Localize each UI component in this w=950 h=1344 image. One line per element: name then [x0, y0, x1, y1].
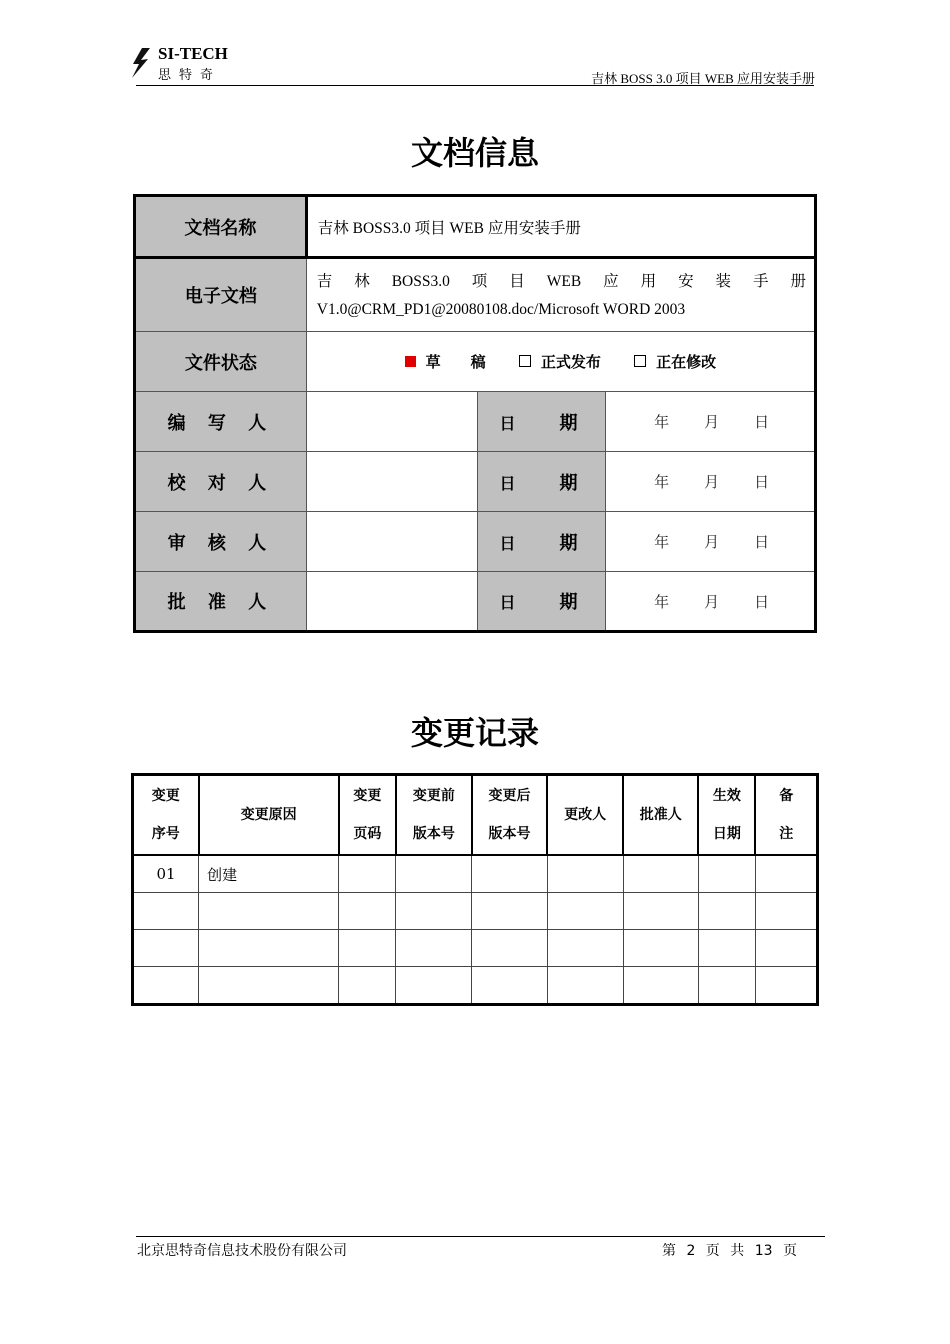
file-word: 册: [790, 272, 806, 290]
author-value: [306, 392, 477, 452]
status-modifying-option[interactable]: 正在修改: [634, 351, 716, 372]
file-value-line1: [317, 263, 806, 291]
header-text: 版本号: [488, 826, 531, 842]
footer-rule: [136, 1236, 825, 1237]
header-text: 日期: [712, 826, 741, 842]
proofreader-label: 校 对 人: [135, 452, 307, 512]
status-released-option[interactable]: 正式发布: [519, 351, 601, 372]
row-reviewer: [135, 512, 816, 572]
running-header: 吉林 BOSS 3.0 项目 WEB 应用安装手册: [591, 71, 815, 86]
table-row: [133, 930, 818, 967]
table-cell: [396, 855, 472, 893]
logo-mark-icon: [128, 48, 154, 78]
logo-text-en: SI-TECH: [158, 44, 228, 63]
logo-text-cn: 思特奇: [158, 68, 222, 83]
table-cell: [547, 893, 623, 930]
row-approver: [135, 572, 816, 632]
file-word: 用: [640, 272, 657, 290]
row-doc-name: [135, 196, 816, 258]
change-log-header-cell: [755, 775, 817, 856]
table-cell: [199, 967, 339, 1005]
header-text: 更改人: [564, 807, 607, 823]
header-text: 注: [779, 826, 794, 842]
author-date-value: 年 月 日: [606, 392, 816, 452]
table-cell: [755, 855, 817, 893]
change-log-header-cell: [339, 775, 396, 856]
table-cell: [755, 893, 817, 930]
table-cell: [698, 967, 755, 1005]
table-cell: [472, 967, 547, 1005]
header-text: 生效: [712, 788, 741, 804]
status-draft-option[interactable]: 草 稿: [405, 351, 486, 372]
table-cell: [133, 967, 199, 1005]
table-cell: [396, 930, 472, 967]
table-cell: [472, 855, 547, 893]
file-word: 目: [509, 272, 525, 290]
header-text: 变更后: [488, 788, 531, 804]
author-date-label: 日 期: [477, 392, 606, 452]
file-word: BOSS3.0: [391, 272, 450, 290]
header-text: 批准人: [639, 807, 682, 823]
row-proofreader: [135, 452, 816, 512]
table-cell: [339, 893, 396, 930]
row-file-status: [135, 332, 816, 392]
table-cell: [339, 855, 396, 893]
file-value: [306, 258, 815, 332]
approver-date-value: 年 月 日: [606, 572, 816, 632]
file-word: 吉: [316, 272, 333, 290]
header-text: 版本号: [412, 826, 455, 842]
status-options: [306, 332, 815, 392]
reviewer-date-value: 年 月 日: [606, 512, 816, 572]
reviewer-value: [306, 512, 477, 572]
table-cell: [698, 893, 755, 930]
header-text: 变更: [353, 788, 382, 804]
proofreader-value: [306, 452, 477, 512]
file-word: 应: [603, 272, 619, 290]
file-label: 电子文档: [135, 258, 307, 332]
file-word: 装: [715, 272, 732, 290]
row-electronic-file: [135, 258, 816, 332]
table-cell: [547, 930, 623, 967]
table-cell: [698, 930, 755, 967]
header-text: 序号: [151, 826, 180, 842]
table-cell: [547, 967, 623, 1005]
file-word: 安: [678, 272, 694, 290]
proofreader-date-label: 日 期: [477, 452, 606, 512]
reviewer-date-label: 日 期: [477, 512, 606, 572]
footer-company: 北京思特奇信息技术股份有限公司: [137, 1243, 347, 1259]
change-log-header-cell: [623, 775, 698, 856]
footer-page-info: 第 2 页 共 13 页: [662, 1243, 797, 1259]
table-cell: [396, 967, 472, 1005]
doc-name-value: 吉林 BOSS3.0 项目 WEB 应用安装手册: [306, 196, 815, 258]
table-cell: [339, 967, 396, 1005]
header-rule: [136, 85, 814, 86]
approver-value: [306, 572, 477, 632]
table-row: [133, 967, 818, 1005]
table-cell: [623, 967, 698, 1005]
file-word: WEB: [546, 272, 582, 290]
doc-info-title: 文档信息: [410, 134, 539, 172]
checked-square-icon: [405, 356, 416, 367]
table-cell: [133, 893, 199, 930]
table-cell: [199, 893, 339, 930]
table-cell: [199, 930, 339, 967]
table-cell: [133, 930, 199, 967]
file-word: 林: [354, 272, 370, 290]
table-cell: [698, 855, 755, 893]
table-cell: 01: [133, 855, 199, 893]
change-log-header-cell: [547, 775, 623, 856]
change-log-title: 变更记录: [410, 714, 539, 752]
change-log-header-row: [133, 775, 818, 856]
table-cell: [472, 930, 547, 967]
table-cell: [755, 930, 817, 967]
header-text: 页码: [353, 826, 382, 842]
header-text: 变更原因: [240, 807, 297, 823]
change-log-header-cell: [472, 775, 547, 856]
table-cell: [623, 930, 698, 967]
table-cell: [339, 930, 396, 967]
proofreader-date-value: 年 月 日: [606, 452, 816, 512]
table-row: [133, 893, 818, 930]
company-logo: [128, 44, 238, 84]
file-word: 项: [471, 272, 488, 290]
table-cell: [755, 967, 817, 1005]
status-label: 文件状态: [135, 332, 307, 392]
table-cell: [396, 893, 472, 930]
author-label: 编 写 人: [135, 392, 307, 452]
table-row: [133, 855, 818, 893]
row-author: [135, 392, 816, 452]
table-cell: [472, 893, 547, 930]
change-log-header-cell: [396, 775, 472, 856]
table-cell: [623, 893, 698, 930]
change-log-header-cell: [698, 775, 755, 856]
header-text: 变更前: [412, 788, 455, 804]
header-text: 备: [779, 788, 794, 804]
approver-label: 批 准 人: [135, 572, 307, 632]
change-log-table: [131, 773, 819, 1006]
table-cell: [623, 855, 698, 893]
header-text: 变更: [151, 788, 180, 804]
approver-date-label: 日 期: [477, 572, 606, 632]
change-log-header-cell: [199, 775, 339, 856]
doc-name-label: 文档名称: [135, 196, 307, 258]
reviewer-label: 审 核 人: [135, 512, 307, 572]
doc-info-table: [133, 194, 817, 633]
change-log-body: [133, 855, 818, 1005]
file-word: 手: [753, 272, 769, 290]
unchecked-square-icon: [634, 355, 646, 367]
file-value-line2: V1.0@CRM_PD1@20080108.doc/Microsoft WORD 2003: [316, 300, 686, 318]
table-cell: 创建: [199, 855, 339, 893]
change-log-header-cell: [133, 775, 199, 856]
unchecked-square-icon: [519, 355, 531, 367]
table-cell: [547, 855, 623, 893]
